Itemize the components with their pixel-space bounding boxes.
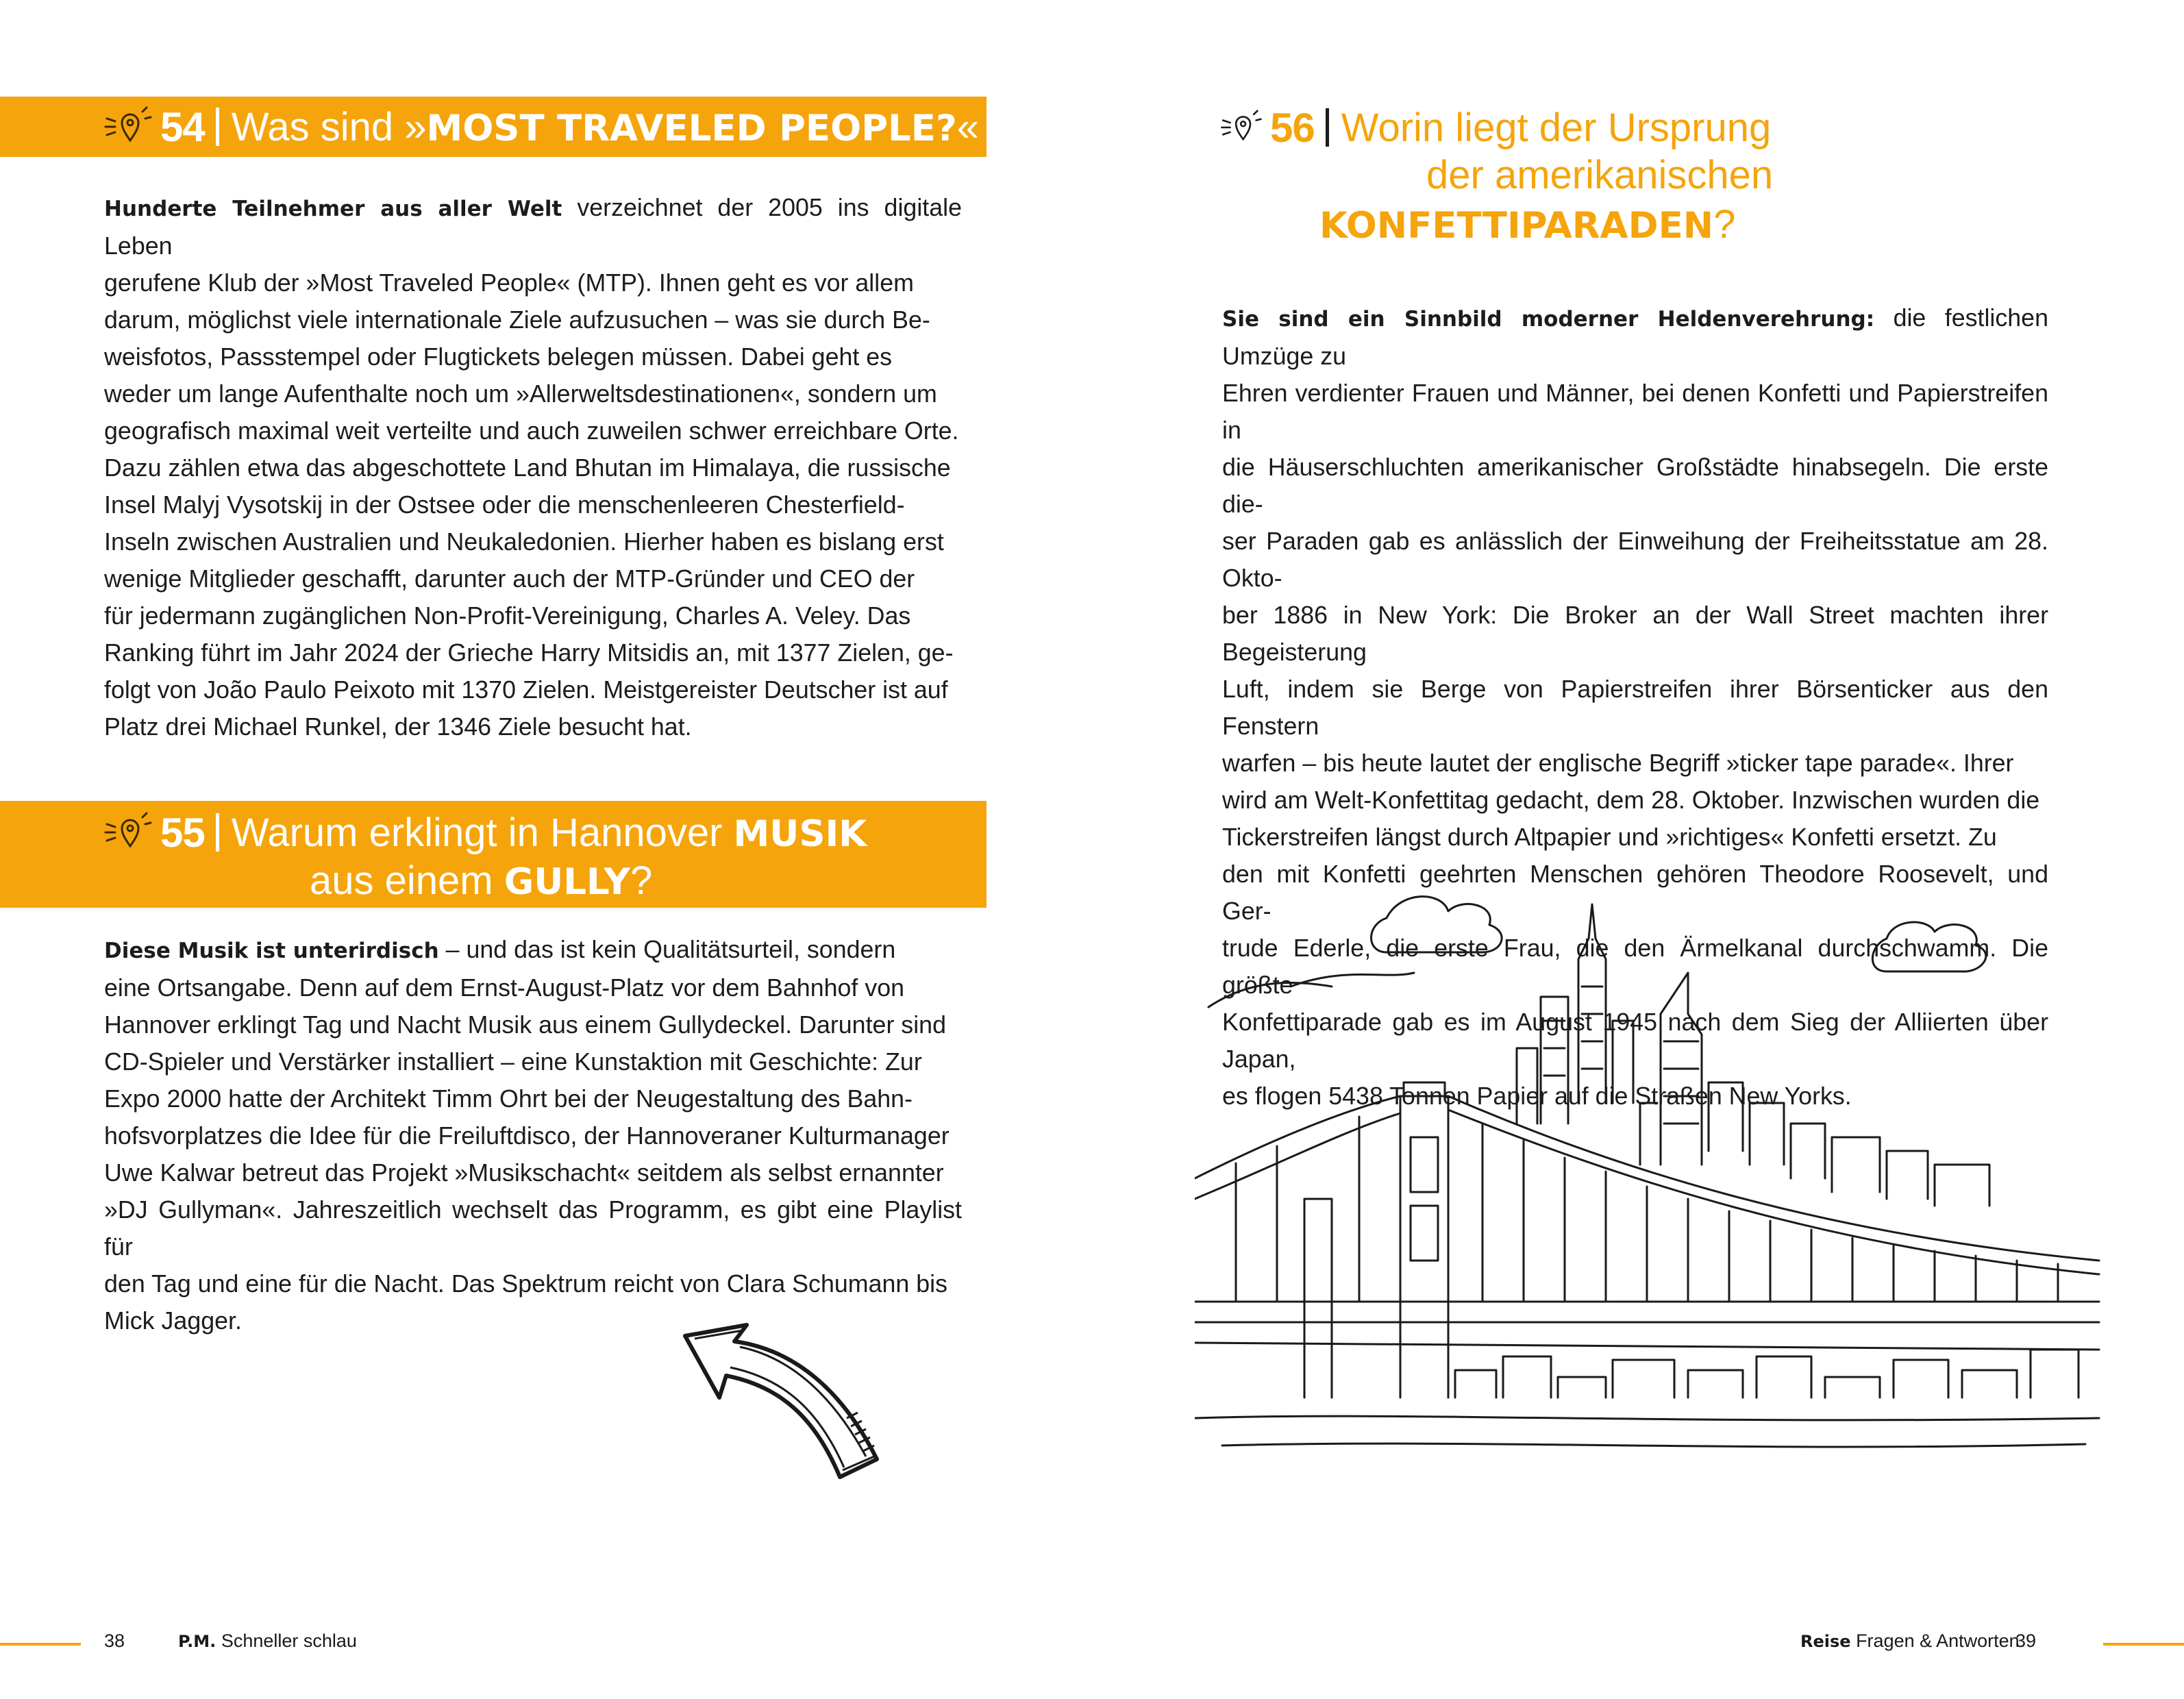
question-title-line-1: Worin liegt der Ursprung bbox=[1341, 105, 1772, 150]
answer-line: CD-Spieler und Verstärker installiert – eine Kunstaktion mit Geschichte: Zur bbox=[104, 1048, 922, 1076]
question-number: 55 bbox=[160, 809, 205, 856]
skyline-bridge-illustration bbox=[1195, 877, 2113, 1466]
answer-line: Ehren verdienter Frauen und Männer, bei denen Konfetti und Papierstreifen in bbox=[1222, 380, 2048, 444]
answer-line: hofsvorplatzes die Idee für die Freiluftdisco, der Hannoveraner Kulturmanager bbox=[104, 1122, 950, 1150]
answer-line: Insel Malyj Vysotskij in der Ostsee oder die menschenleeren Chesterfield- bbox=[104, 491, 905, 519]
question-56-title bbox=[1219, 103, 1774, 247]
sketch-arrow-icon bbox=[671, 1315, 897, 1493]
map-pin-icon bbox=[1219, 109, 1263, 146]
answer-line: geografisch maximal weit verteilte und auch zuweilen schwer erreichbare Orte. bbox=[104, 417, 959, 445]
answer-line: Tickerstreifen längst durch Altpapier und »richtiges« Konfetti ersetzt. Zu bbox=[1222, 823, 1997, 851]
footer-chapter: Reise Fragen & Antworten bbox=[1800, 1630, 2020, 1651]
answer-line: die Häuserschluchten amerikanischer Großstädte hinabsegeln. Die erste die- bbox=[1222, 454, 2048, 518]
footer-rule bbox=[2103, 1643, 2184, 1646]
answer-line: darum, möglichst viele internationale Ziele aufzusuchen – was sie durch Be- bbox=[104, 306, 930, 334]
question-number: 54 bbox=[160, 103, 205, 150]
answer-line: Uwe Kalwar betreut das Projekt »Musikschacht« seitdem als selbst ernannter bbox=[104, 1159, 944, 1187]
answer-line: den mit Konfetti geehrten Menschen gehören Theodore Roosevelt, und Ger- bbox=[1222, 860, 2048, 925]
question-54-answer bbox=[104, 189, 962, 745]
footer-page-number: 38 bbox=[104, 1630, 125, 1651]
question-title: Was sind »MOST TRAVELED PEOPLE?« bbox=[231, 104, 980, 149]
answer-line: weisfotos, Passstempel oder Flugtickets belegen müssen. Dabei geht es bbox=[104, 343, 893, 371]
answer-line: es flogen 5438 Tonnen Papier auf die Straßen New Yorks. bbox=[1222, 1082, 1852, 1110]
question-54-banner bbox=[0, 97, 986, 157]
divider bbox=[216, 813, 219, 852]
answer-line: warfen – bis heute lautet der englische Begriff »ticker tape parade«. Ihrer bbox=[1222, 749, 2014, 777]
answer-line: Konfettiparade gab es im August 1945 nach dem Sieg der Alliierten über Japan, bbox=[1222, 1008, 2048, 1073]
answer-line: Sie sind ein Sinnbild moderner Heldenverehrung: die festlichen Umzüge zu bbox=[1222, 304, 2048, 370]
answer-line: Ranking führt im Jahr 2024 der Grieche Harry Mitsidis an, mit 1377 Zielen, ge- bbox=[104, 639, 954, 667]
answer-line: Dazu zählen etwa das abgeschottete Land Bhutan im Himalaya, die russische bbox=[104, 454, 951, 482]
right-page bbox=[1092, 0, 2184, 1699]
answer-line: weder um lange Aufenthalte noch um »Allerweltsdestinationen«, sondern um bbox=[104, 380, 937, 408]
footer-rule bbox=[0, 1643, 81, 1646]
answer-line: trude Ederle, die erste Frau, die den Ärmelkanal durchschwamm. Die größte bbox=[1222, 934, 2048, 999]
answer-line: »DJ Gullyman«. Jahreszeitlich wechselt das Programm, es gibt eine Playlist für bbox=[104, 1196, 962, 1261]
answer-line: ber 1886 in New York: Die Broker an der Wall Street machten ihrer Begeisterung bbox=[1222, 602, 2048, 666]
answer-line: den Tag und eine für die Nacht. Das Spektrum reicht von Clara Schumann bis bbox=[104, 1270, 948, 1298]
divider bbox=[1326, 108, 1329, 147]
answer-line: Platz drei Michael Runkel, der 1346 Ziele besucht hat. bbox=[104, 713, 692, 741]
map-pin-icon bbox=[103, 812, 153, 853]
answer-line: Diese Musik ist unterirdisch – und das ist kein Qualitätsurteil, sondern bbox=[104, 936, 896, 963]
question-number: 56 bbox=[1270, 104, 1315, 151]
answer-line: wird am Welt-Konfettitag gedacht, dem 28. Oktober. Inzwischen wurden die bbox=[1222, 786, 2040, 814]
footer-page-number: 39 bbox=[2015, 1630, 2037, 1651]
map-pin-icon bbox=[103, 106, 153, 147]
divider bbox=[216, 108, 219, 146]
answer-line: folgt von João Paulo Peixoto mit 1370 Zielen. Meistgereister Deutscher ist auf bbox=[104, 676, 948, 704]
answer-line: wenige Mitglieder geschafft, darunter auch der MTP-Gründer und CEO der bbox=[104, 565, 915, 593]
answer-line: eine Ortsangabe. Denn auf dem Ernst-August-Platz vor dem Bahnhof von bbox=[104, 974, 905, 1002]
answer-line: Hannover erklingt Tag und Nacht Musik aus einem Gullydeckel. Darunter sind bbox=[104, 1011, 946, 1039]
question-title-line-2: aus einem GULLY? bbox=[310, 858, 653, 903]
question-55-banner bbox=[0, 801, 986, 908]
answer-line: gerufene Klub der »Most Traveled People« (MTP). Ihnen geht es vor allem bbox=[104, 269, 914, 297]
answer-line: für jedermann zugänglichen Non-Profit-Vereinigung, Charles A. Veley. Das bbox=[104, 602, 911, 630]
footer-book-title: P.M. Schneller schlau bbox=[178, 1630, 357, 1651]
answer-line: Luft, indem sie Berge von Papierstreifen ihrer Börsenticker aus den Fenstern bbox=[1222, 675, 2048, 740]
answer-line: ser Paraden gab es anlässlich der Einweihung der Freiheitsstatue am 28. Okto- bbox=[1222, 528, 2048, 592]
answer-line: Inseln zwischen Australien und Neukaledonien. Hierher haben es bislang erst bbox=[104, 528, 944, 556]
question-title-line-2: der amerikanischen bbox=[1426, 153, 1774, 197]
question-55-answer bbox=[104, 931, 962, 1339]
answer-line: Hunderte Teilnehmer aus aller Welt verzeichnet der 2005 ins digitale Leben bbox=[104, 194, 962, 260]
question-title-line-1: Warum erklingt in Hannover MUSIK bbox=[231, 810, 867, 855]
answer-line: Expo 2000 hatte der Architekt Timm Ohrt bei der Neugestaltung des Bahn- bbox=[104, 1085, 913, 1113]
question-title-line-3: KONFETTIPARADEN? bbox=[1319, 202, 1736, 247]
answer-line: Mick Jagger. bbox=[104, 1307, 242, 1335]
